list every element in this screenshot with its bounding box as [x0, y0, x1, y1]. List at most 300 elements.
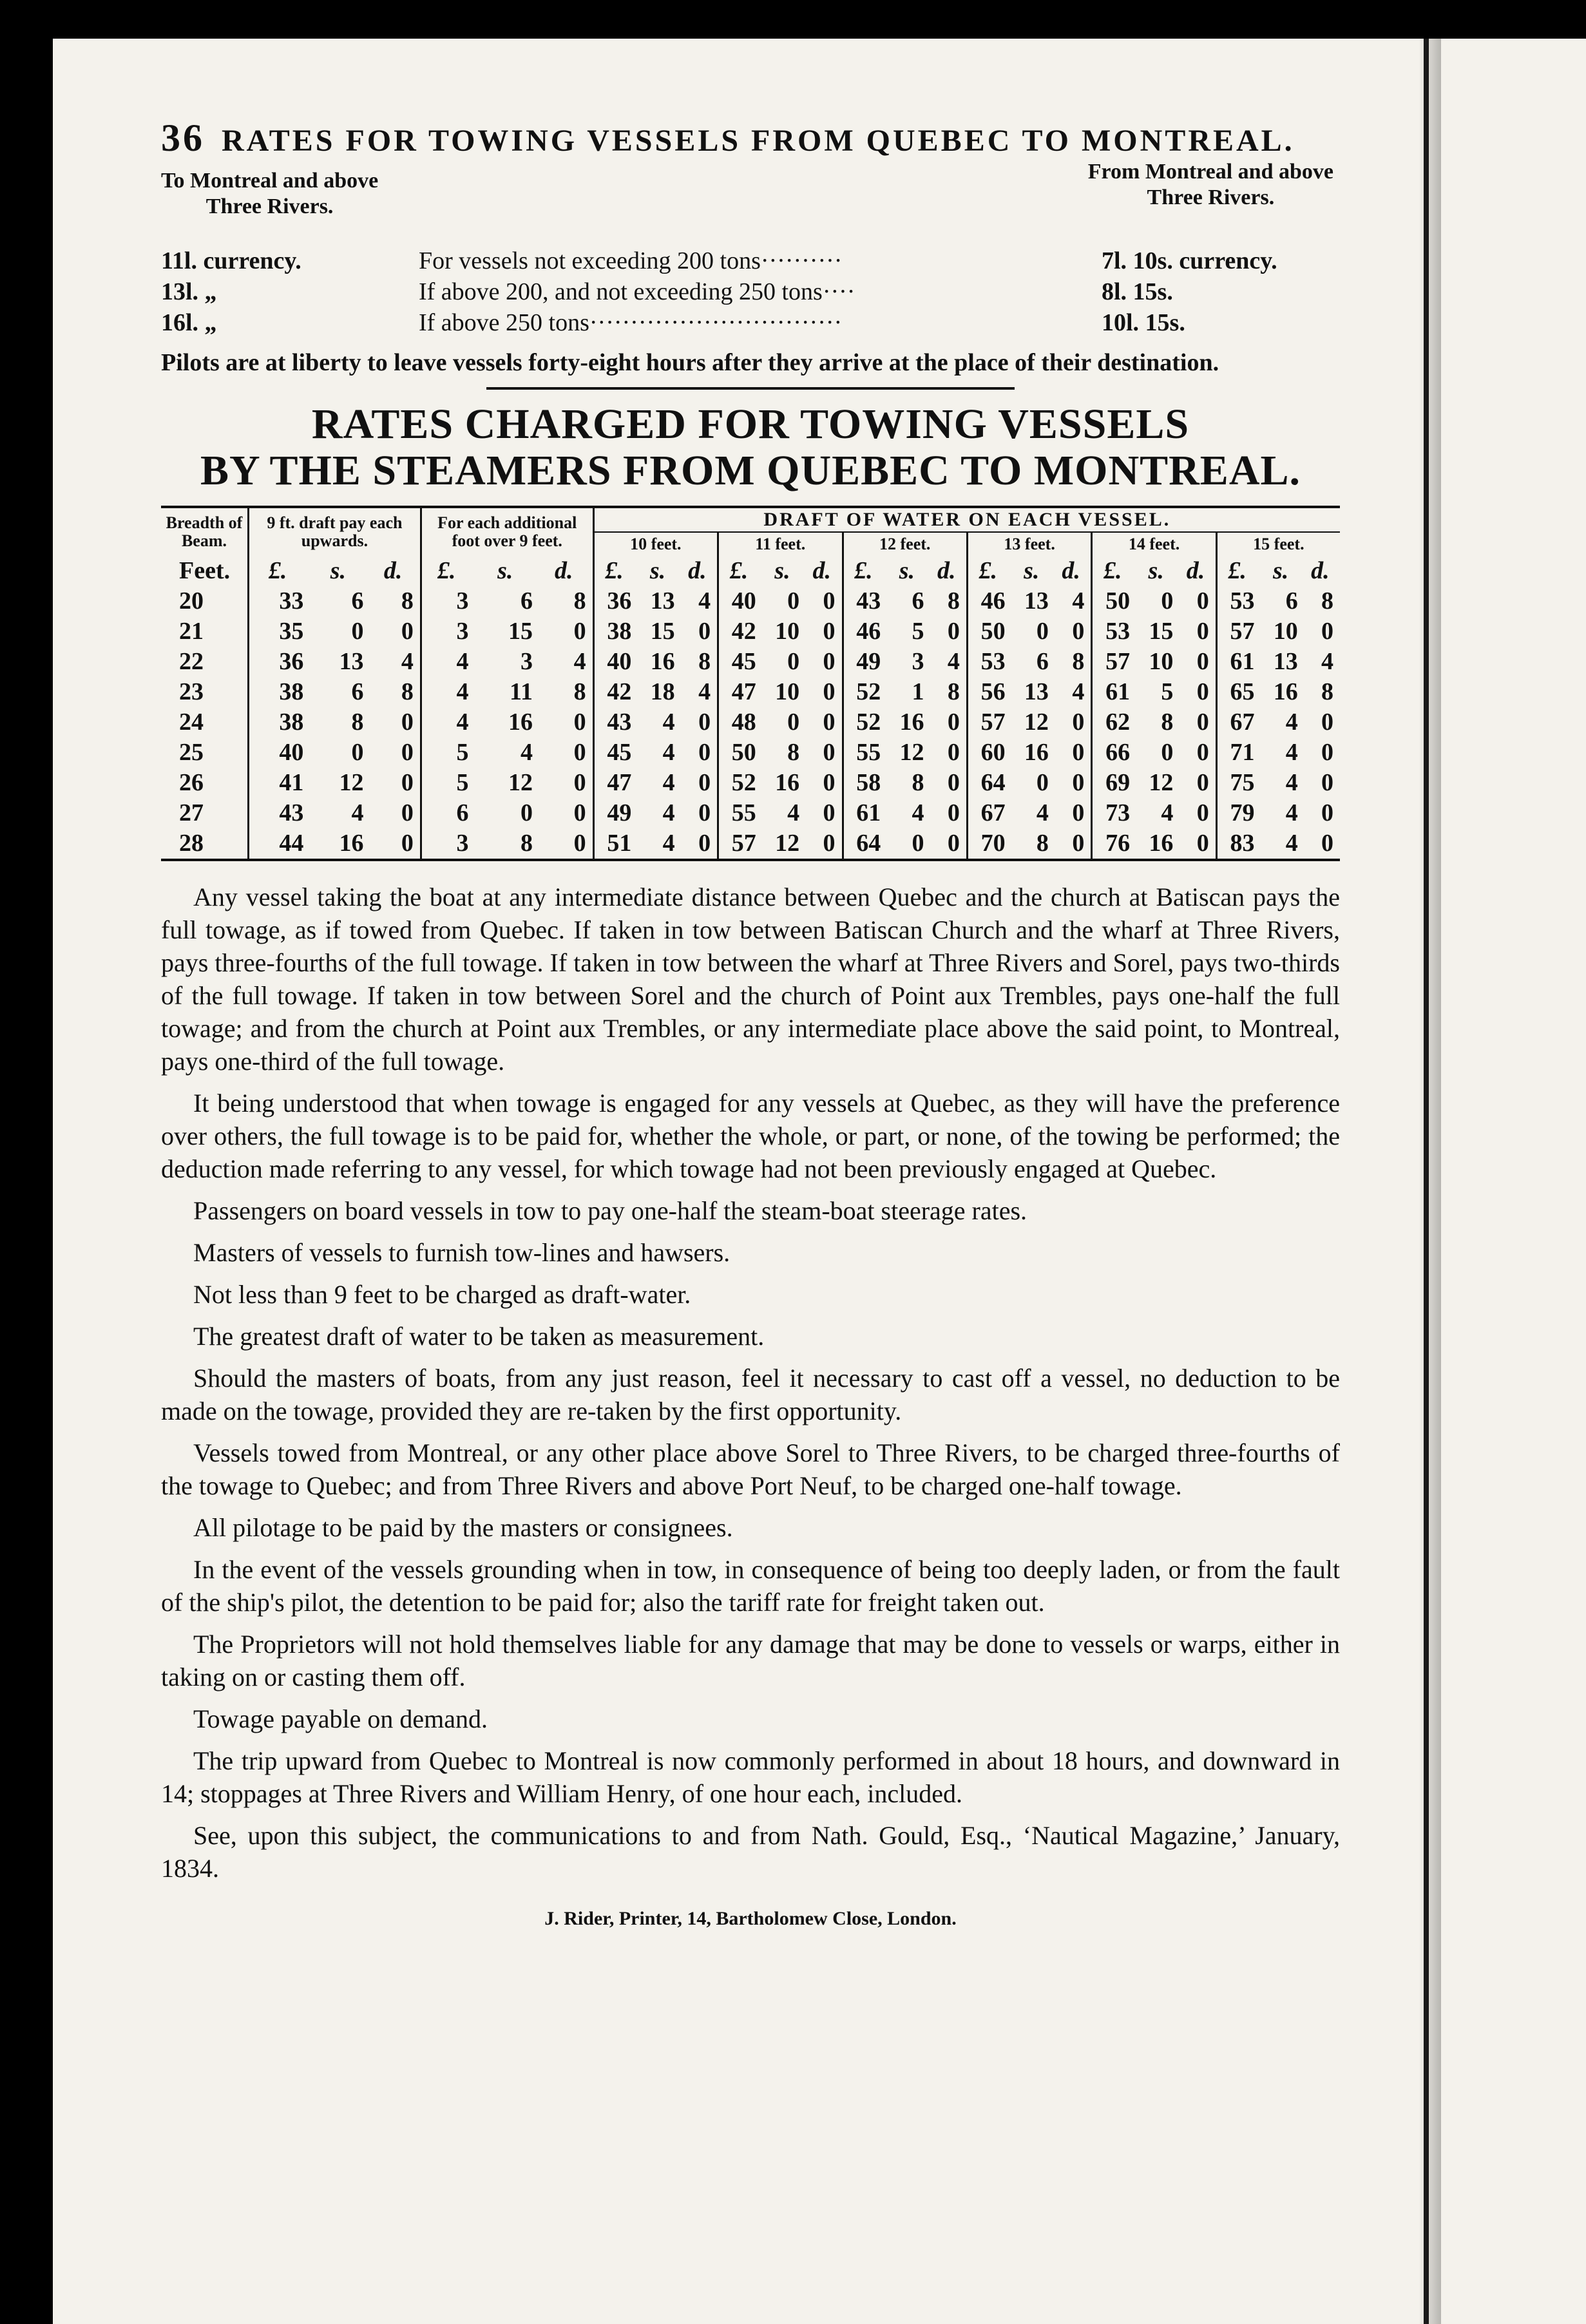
cell-shillings: 13 [1273, 648, 1298, 675]
cell-pence: 4 [698, 678, 711, 705]
cell-pence: 0 [947, 618, 960, 645]
cell-shillings: 16 [1273, 678, 1298, 705]
cell-pounds: 57 [1092, 647, 1136, 677]
cell-shillings: 16 [650, 648, 675, 675]
cell-shillings: 5 [912, 618, 924, 645]
cell-pence: 0 [1072, 739, 1085, 766]
cell-shillings: 15 [1149, 618, 1174, 645]
col-header-nine-ft: 9 ft. draft pay each upwards. [249, 507, 421, 556]
unit-cell: £. [249, 556, 311, 586]
pilotage-description: If above 200, and not exceeding 250 tons···· [419, 278, 855, 305]
cell-shillings: 8 [1036, 830, 1049, 857]
table-row [161, 586, 1340, 616]
cell-shillings: 6 [351, 678, 364, 705]
cell-pence: 4 [947, 648, 960, 675]
cell-pounds: 75 [1216, 768, 1261, 798]
table-row [161, 647, 1340, 677]
cell-pounds: 57 [967, 707, 1011, 738]
cell-shillings: 6 [520, 587, 533, 614]
pilotage-note: Pilots are at liberty to leave vessels forty-eight hours after they arrive at the place of their destination. [161, 349, 1219, 376]
cell-shillings: 3 [912, 648, 924, 675]
cell-shillings: 4 [520, 739, 533, 766]
cell-pounds: 35 [249, 616, 311, 647]
beam-feet: 26 [179, 769, 204, 796]
page-content [161, 116, 1340, 1930]
cell-pence: 0 [823, 830, 836, 857]
cell-pounds: 61 [1216, 647, 1261, 677]
unit-cell: s. [649, 557, 666, 584]
paragraph: Passengers on board vessels in tow to pay one-half the steam-boat steerage rates. [193, 1196, 1027, 1225]
cell-pence: 0 [823, 587, 836, 614]
cell-pounds: 40 [593, 647, 638, 677]
unit-cell: d. [1062, 557, 1080, 584]
draft-col-header: 10 feet. [593, 532, 718, 556]
pilotage-rate: 10l. 15s. [1102, 309, 1185, 336]
cell-pence: 8 [401, 587, 414, 614]
cell-shillings: 16 [775, 769, 800, 796]
pilotage-amount: 11l. currency. [161, 247, 301, 274]
draft-col-header: 15 feet. [1216, 532, 1340, 556]
cell-pounds: 48 [718, 707, 763, 738]
cell-pence: 0 [823, 739, 836, 766]
col-header-breadth: Breadth of Beam. [161, 507, 249, 556]
cell-shillings: 15 [650, 618, 675, 645]
main-title-line-2: BY THE STEAMERS FROM QUEBEC TO MONTREAL. [200, 447, 1301, 494]
cell-shillings: 16 [339, 830, 364, 857]
regulations-text [161, 881, 1340, 1885]
cell-pounds: 45 [593, 738, 638, 768]
cell-shillings: 6 [1036, 648, 1049, 675]
section-rule [486, 387, 1015, 390]
cell-shillings: 4 [787, 799, 800, 826]
cell-pence: 0 [823, 618, 836, 645]
cell-pence: 0 [1196, 799, 1209, 826]
cell-pence: 4 [1072, 678, 1085, 705]
draft-col-header: 11 feet. [718, 532, 843, 556]
paragraph: In the event of the vessels grounding when in tow, in consequence of being too deeply laden, or from the fault of the ship's pilot, the detention to be paid for; also the tariff rate for freight taken out. [161, 1555, 1340, 1617]
cell-shillings: 12 [508, 769, 533, 796]
cell-pence: 8 [573, 678, 586, 705]
beam-feet: 20 [179, 587, 204, 614]
cell-pounds: 36 [249, 647, 311, 677]
cell-pounds: 61 [1092, 677, 1136, 707]
cell-pounds: 5 [421, 738, 475, 768]
cell-pence: 0 [1072, 709, 1085, 736]
cell-pounds: 5 [421, 768, 475, 798]
cell-pence: 0 [1072, 769, 1085, 796]
cell-shillings: 4 [912, 799, 924, 826]
cell-pounds: 52 [843, 677, 887, 707]
cell-shillings: 10 [1149, 648, 1174, 675]
cell-shillings: 8 [912, 769, 924, 796]
cell-shillings: 1 [912, 678, 924, 705]
cell-pounds: 70 [967, 828, 1011, 860]
paragraph: Masters of vessels to furnish tow-lines and hawsers. [193, 1238, 731, 1267]
unit-cell: £. [718, 556, 763, 586]
pilotage-amount: 16l. „ [161, 309, 217, 336]
cell-pounds: 4 [421, 707, 475, 738]
cell-shillings: 15 [508, 618, 533, 645]
cell-pounds: 73 [1092, 798, 1136, 828]
cell-shillings: 4 [1036, 799, 1049, 826]
cell-pounds: 46 [843, 616, 887, 647]
cell-shillings: 0 [520, 799, 533, 826]
draft-header: DRAFT OF WATER ON EACH VESSEL. [593, 507, 1340, 532]
cell-pounds: 65 [1216, 677, 1261, 707]
cell-shillings: 6 [351, 587, 364, 614]
cell-pounds: 50 [967, 616, 1011, 647]
cell-pence: 4 [573, 648, 586, 675]
cell-shillings: 4 [1285, 799, 1298, 826]
cell-pounds: 51 [593, 828, 638, 860]
cell-shillings: 5 [1161, 678, 1174, 705]
pilotage-rates [161, 245, 1340, 338]
cell-pence: 0 [698, 830, 711, 857]
right-heading-line: From Montreal and above [1087, 160, 1333, 184]
cell-shillings: 16 [1024, 739, 1049, 766]
cell-pence: 0 [401, 830, 414, 857]
cell-shillings: 4 [662, 739, 675, 766]
cell-pounds: 3 [421, 616, 475, 647]
cell-pence: 8 [947, 678, 960, 705]
cell-pence: 0 [698, 739, 711, 766]
page-number: 36 [161, 117, 205, 159]
cell-pence: 0 [1072, 830, 1085, 857]
cell-shillings: 6 [912, 587, 924, 614]
cell-pounds: 67 [967, 798, 1011, 828]
cell-shillings: 8 [787, 739, 800, 766]
cell-pence: 0 [401, 739, 414, 766]
unit-cell: £. [593, 556, 638, 586]
towing-rates-table [161, 506, 1340, 865]
cell-pence: 8 [947, 587, 960, 614]
beam-feet: 27 [179, 799, 204, 826]
cell-shillings: 0 [351, 618, 364, 645]
paragraph: It being understood that when towage is engaged for any vessels at Quebec, as they will have the preference over others, the full towage is to be paid for, whether the whole, or part, or none, of the towing be performed; the deduction made referring to any vessel, for which towage had not been previously engaged at Quebec. [161, 1089, 1340, 1183]
cell-shillings: 4 [662, 830, 675, 857]
cell-pence: 0 [947, 769, 960, 796]
cell-pence: 0 [401, 618, 414, 645]
cell-shillings: 8 [520, 830, 533, 857]
cell-pence: 0 [573, 618, 586, 645]
cell-shillings: 12 [899, 739, 924, 766]
cell-pounds: 47 [718, 677, 763, 707]
pilotage-row [161, 307, 1340, 338]
beam-feet: 21 [179, 618, 204, 645]
cell-pence: 0 [823, 678, 836, 705]
paragraph: Towage payable on demand. [193, 1704, 488, 1733]
table-row [161, 738, 1340, 768]
cell-pence: 0 [573, 799, 586, 826]
cell-pounds: 53 [967, 647, 1011, 677]
running-head [161, 116, 1340, 160]
cell-pence: 0 [823, 769, 836, 796]
cell-pence: 8 [1321, 587, 1333, 614]
cell-pounds: 76 [1092, 828, 1136, 860]
cell-pounds: 64 [967, 768, 1011, 798]
cell-shillings: 13 [339, 648, 364, 675]
unit-cell: s. [774, 557, 790, 584]
cell-shillings: 16 [1149, 830, 1174, 857]
unit-cell: £. [843, 556, 887, 586]
paragraph: The trip upward from Quebec to Montreal is now commonly performed in about 18 hours, and downward in 14; stoppages at Three Rivers and William Henry, of one hour each, included. [161, 1746, 1340, 1808]
pilotage-description: For vessels not exceeding 200 tons·········· [419, 247, 843, 274]
cell-shillings: 0 [787, 709, 800, 736]
cell-pence: 0 [1196, 678, 1209, 705]
cell-shillings: 16 [899, 709, 924, 736]
cell-pence: 4 [698, 587, 711, 614]
draft-col-header: 14 feet. [1092, 532, 1216, 556]
left-heading-line: Three Rivers. [205, 195, 334, 218]
paragraph: See, upon this subject, the communications to and from Nath. Gould, Esq., ‘Nautical Magazine,’ January, 1834. [161, 1821, 1340, 1883]
cell-shillings: 16 [508, 709, 533, 736]
cell-shillings: 0 [351, 739, 364, 766]
cell-pounds: 40 [718, 586, 763, 616]
unit-cell: s. [330, 557, 347, 584]
table-row [161, 707, 1340, 738]
cell-pounds: 58 [843, 768, 887, 798]
unit-cell: £. [1092, 556, 1136, 586]
cell-pounds: 44 [249, 828, 311, 860]
right-heading-line: Three Rivers. [1147, 186, 1275, 209]
cell-shillings: 13 [1024, 587, 1049, 614]
cell-shillings: 0 [787, 587, 800, 614]
unit-cell: d. [937, 557, 956, 584]
cell-pence: 0 [823, 799, 836, 826]
cell-shillings: 0 [1036, 769, 1049, 796]
table-row [161, 768, 1340, 798]
pilotage-headings [161, 160, 1340, 245]
beam-feet: 23 [179, 678, 204, 705]
unit-cell: £. [967, 556, 1011, 586]
cell-pounds: 42 [593, 677, 638, 707]
cell-pence: 0 [1196, 769, 1209, 796]
cell-shillings: 8 [351, 709, 364, 736]
unit-cell: d. [555, 557, 573, 584]
draft-col-header: 12 feet. [843, 532, 967, 556]
unit-cell: s. [1024, 557, 1040, 584]
cell-shillings: 13 [1024, 678, 1049, 705]
unit-feet: Feet. [179, 557, 231, 584]
cell-shillings: 12 [775, 830, 800, 857]
cell-pounds: 43 [593, 707, 638, 738]
paragraph: The Proprietors will not hold themselves liable for any damage that may be done to vessels or warps, either in taking on or casting them off. [161, 1630, 1340, 1691]
cell-pounds: 4 [421, 677, 475, 707]
cell-pounds: 45 [718, 647, 763, 677]
cell-pounds: 67 [1216, 707, 1261, 738]
cell-shillings: 0 [1161, 739, 1174, 766]
cell-pounds: 38 [593, 616, 638, 647]
unit-cell: d. [812, 557, 832, 584]
cell-pence: 0 [1321, 618, 1333, 645]
cell-pounds: 43 [843, 586, 887, 616]
cell-shillings: 10 [775, 678, 800, 705]
cell-pounds: 64 [843, 828, 887, 860]
pilotage-right-heading [1088, 159, 1333, 211]
cell-pence: 0 [401, 709, 414, 736]
unit-row [161, 556, 1340, 586]
cell-pounds: 42 [718, 616, 763, 647]
cell-pence: 0 [698, 709, 711, 736]
cell-shillings: 4 [662, 799, 675, 826]
facing-page-margin [1441, 39, 1586, 2324]
cell-pounds: 61 [843, 798, 887, 828]
cell-shillings: 4 [662, 709, 675, 736]
unit-cell: d. [383, 557, 403, 584]
cell-pounds: 52 [843, 707, 887, 738]
cell-shillings: 12 [339, 769, 364, 796]
cell-shillings: 12 [1024, 709, 1049, 736]
cell-shillings: 4 [1161, 799, 1174, 826]
cell-shillings: 0 [1161, 587, 1174, 614]
cell-pounds: 60 [967, 738, 1011, 768]
table-row [161, 616, 1340, 647]
cell-pence: 0 [1072, 799, 1085, 826]
main-title-line-1: RATES CHARGED FOR TOWING VESSELS [311, 401, 1190, 448]
cell-shillings: 0 [787, 648, 800, 675]
cell-shillings: 4 [1285, 739, 1298, 766]
cell-pence: 0 [401, 769, 414, 796]
cell-pence: 0 [1196, 709, 1209, 736]
cell-pounds: 50 [1092, 586, 1136, 616]
pilotage-amount: 13l. „ [161, 278, 217, 305]
cell-pounds: 53 [1092, 616, 1136, 647]
cell-pence: 0 [698, 799, 711, 826]
beam-feet: 22 [179, 648, 204, 675]
pilotage-row [161, 245, 1340, 276]
cell-pounds: 49 [593, 798, 638, 828]
cell-pounds: 33 [249, 586, 311, 616]
paragraph: Vessels towed from Montreal, or any other place above Sorel to Three Rivers, to be charged three-fourths of the towage to Quebec; and from Three Rivers and above Port Neuf, to be charged one-half towage. [161, 1438, 1340, 1500]
printer-imprint: J. Rider, Printer, 14, Bartholomew Close, London. [544, 1908, 957, 1929]
cell-pence: 0 [1321, 739, 1333, 766]
cell-pence: 0 [823, 648, 836, 675]
cell-pounds: 50 [718, 738, 763, 768]
cell-shillings: 3 [520, 648, 533, 675]
cell-pounds: 56 [967, 677, 1011, 707]
paragraph: Any vessel taking the boat at any intermediate distance between Quebec and the church at Batiscan pays the full towage, as if towed from Quebec. If taken in tow between Batiscan Church and the wharf at Three Rivers, pays three-fourths of the full towage. If taken in tow between the wharf at Three Rivers and Sorel, pays two-thirds of the full towage. If taken in tow between Sorel and the church of Point aux Trembles, pays one-half the full towage; and from the church at Point aux Trembles, or any intermediate place above the said point, to Montreal, pays one-third of the full towage. [161, 882, 1340, 1076]
unit-cell: £. [421, 556, 475, 586]
cell-shillings: 4 [1285, 709, 1298, 736]
draft-col-header: 13 feet. [967, 532, 1091, 556]
cell-pence: 0 [1196, 739, 1209, 766]
unit-cell: s. [899, 557, 915, 584]
table-row [161, 677, 1340, 707]
cell-shillings: 10 [775, 618, 800, 645]
cell-pence: 0 [947, 739, 960, 766]
paragraph: Not less than 9 feet to be charged as draft-water. [193, 1280, 691, 1309]
cell-pounds: 53 [1216, 586, 1261, 616]
running-title: RATES FOR TOWING VESSELS FROM QUEBEC TO MONTREAL. [222, 124, 1295, 158]
cell-shillings: 11 [510, 678, 533, 705]
cell-pence: 0 [698, 618, 711, 645]
cell-pounds: 62 [1092, 707, 1136, 738]
col-header-extra-foot: For each additional foot over 9 feet. [421, 507, 593, 556]
paragraph: All pilotage to be paid by the masters or consignees. [193, 1513, 733, 1542]
cell-pounds: 47 [593, 768, 638, 798]
pilotage-description: If above 250 tons······························· [419, 309, 843, 336]
cell-shillings: 4 [662, 769, 675, 796]
cell-pounds: 3 [421, 828, 475, 860]
cell-shillings: 0 [912, 830, 924, 857]
cell-pounds: 69 [1092, 768, 1136, 798]
cell-pounds: 43 [249, 798, 311, 828]
pilotage-rate: 8l. 15s. [1102, 278, 1173, 305]
cell-pence: 4 [401, 648, 414, 675]
table-row [161, 798, 1340, 828]
cell-shillings: 8 [1161, 709, 1174, 736]
cell-pounds: 38 [249, 677, 311, 707]
cell-pounds: 79 [1216, 798, 1261, 828]
cell-pounds: 52 [718, 768, 763, 798]
cell-shillings: 4 [1285, 769, 1298, 796]
left-heading-line: To Montreal and above [161, 169, 379, 193]
cell-pence: 0 [1196, 587, 1209, 614]
unit-cell: d. [688, 557, 707, 584]
cell-shillings: 6 [1285, 587, 1298, 614]
gutter-fold [1424, 39, 1429, 2324]
unit-cell: s. [497, 557, 513, 584]
cell-pounds: 4 [421, 647, 475, 677]
cell-pence: 0 [823, 709, 836, 736]
cell-pounds: 49 [843, 647, 887, 677]
cell-pence: 0 [573, 769, 586, 796]
unit-cell: s. [1272, 557, 1289, 584]
cell-pence: 0 [947, 830, 960, 857]
table-row [161, 828, 1340, 860]
beam-feet: 25 [179, 739, 204, 766]
cell-shillings: 0 [1036, 618, 1049, 645]
cell-shillings: 12 [1149, 769, 1174, 796]
cell-pounds: 57 [1216, 616, 1261, 647]
cell-pence: 0 [1321, 769, 1333, 796]
cell-pence: 8 [1321, 678, 1333, 705]
cell-pence: 0 [1196, 648, 1209, 675]
pilotage-row [161, 276, 1340, 307]
cell-pounds: 3 [421, 586, 475, 616]
cell-pence: 0 [1196, 830, 1209, 857]
cell-shillings: 18 [650, 678, 675, 705]
cell-shillings: 13 [650, 587, 675, 614]
pilotage-left-heading [161, 168, 378, 220]
cell-pence: 8 [698, 648, 711, 675]
cell-pounds: 38 [249, 707, 311, 738]
cell-pence: 8 [401, 678, 414, 705]
beam-feet: 28 [179, 830, 204, 857]
cell-pounds: 83 [1216, 828, 1261, 860]
cell-pence: 0 [947, 799, 960, 826]
cell-pence: 0 [573, 709, 586, 736]
cell-shillings: 4 [1285, 830, 1298, 857]
paragraph: The greatest draft of water to be taken as measurement. [193, 1322, 765, 1351]
cell-pounds: 6 [421, 798, 475, 828]
cell-shillings: 4 [351, 799, 364, 826]
cell-pounds: 57 [718, 828, 763, 860]
pilotage-rate: 7l. 10s. currency. [1102, 247, 1277, 274]
cell-pence: 0 [573, 830, 586, 857]
cell-pence: 0 [947, 709, 960, 736]
cell-pounds: 66 [1092, 738, 1136, 768]
cell-pence: 0 [1321, 799, 1333, 826]
page-edge-shadow [1419, 39, 1441, 2324]
cell-pence: 0 [1072, 618, 1085, 645]
cell-pence: 0 [698, 769, 711, 796]
cell-pence: 8 [1072, 648, 1085, 675]
unit-cell: s. [1148, 557, 1164, 584]
unit-cell: £. [1216, 556, 1261, 586]
unit-cell: d. [1186, 557, 1205, 584]
cell-pounds: 41 [249, 768, 311, 798]
